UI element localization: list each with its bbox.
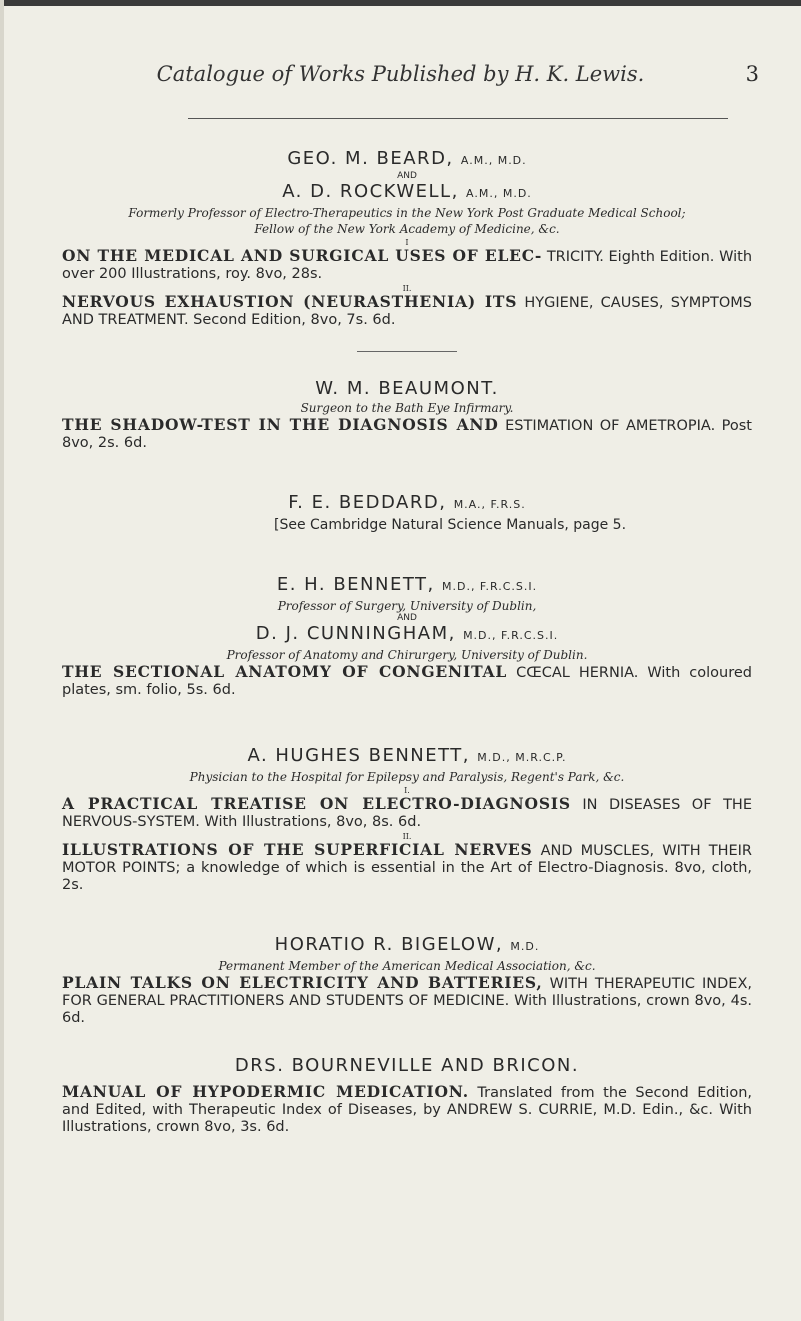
work-details: ESTIMATION OF AMETROPIA. Post 8vo, 2s. 6d.	[62, 418, 752, 451]
entry-beddard	[62, 492, 752, 534]
work-title: ON THE MEDICAL AND SURGICAL USES OF ELEC-	[62, 246, 543, 265]
work-title: A PRACTICAL TREATISE ON ELECTRO-DIAGNOSIS	[62, 794, 571, 813]
work-entry	[62, 663, 752, 699]
work-title: ILLUSTRATIONS OF THE SUPERFICIAL NERVES	[62, 840, 533, 859]
work-details: AND MUSCLES, WITH THEIR MOTOR POINTS; a knowledge of which is essential in the Art of Electro-Diagnosis. 8vo, cloth, 2s.	[62, 843, 752, 893]
work-details: WITH THERAPEUTIC INDEX, FOR GENERAL PRACTITIONERS AND STUDENTS OF MEDICINE. With Illustrations, crown 8vo, 4s. 6d.	[62, 976, 753, 1026]
page-left-edge	[0, 0, 4, 1321]
author-role: Formerly Professor of Electro-Therapeutics in the New York Post Graduate Medical School;	[128, 206, 686, 220]
author-degrees: A.M., M.D.	[460, 154, 527, 167]
header-rule	[188, 118, 728, 119]
work-numeral: I	[405, 238, 409, 247]
author-name: E. H. BENNETT, M.D., F.R.C.S.I.	[276, 574, 538, 595]
page-top-edge	[0, 0, 801, 6]
author-degrees: M.D., F.R.C.S.I.	[463, 629, 559, 642]
entry-bennett-cunningham	[62, 574, 752, 699]
work-numeral: II.	[402, 832, 412, 841]
entry-bourneville-bricon	[62, 1055, 752, 1136]
author-degrees: M.D., F.R.C.S.I.	[441, 580, 538, 593]
work-entry	[62, 795, 752, 831]
author-role: Professor of Anatomy and Chirurgery, University of Dublin.	[226, 648, 588, 662]
work-title: PLAIN TALKS ON ELECTRICITY AND BATTERIES,	[62, 973, 543, 992]
author-role: Physician to the Hospital for Epilepsy and Paralysis, Regent's Park, &c.	[189, 770, 625, 784]
work-title: MANUAL OF HYPODERMIC MEDICATION.	[62, 1082, 469, 1101]
author-degrees: M.A., F.R.S.	[453, 498, 526, 511]
author-name: F. E. BEDDARD, M.A., F.R.S.	[288, 492, 526, 513]
work-entry	[62, 247, 752, 283]
work-entry	[62, 293, 752, 329]
author-name: HORATIO R. BIGELOW, M.D.	[274, 934, 540, 955]
author-degrees: M.D.	[510, 940, 540, 953]
catalogue-content	[62, 128, 752, 1136]
work-details: CŒCAL HERNIA. With coloured plates, sm. folio, 5s. 6d.	[62, 665, 753, 698]
author-name: GEO. M. BEARD, A.M., M.D.	[287, 148, 527, 169]
cross-reference-note: [See Cambridge Natural Science Manuals, page 5.	[274, 517, 627, 533]
work-entry	[62, 974, 752, 1027]
author-name: A. HUGHES BENNETT, M.D., M.R.C.P.	[247, 745, 567, 766]
entry-bigelow	[62, 934, 752, 1027]
author-degrees: M.D., M.R.C.P.	[477, 751, 567, 764]
work-details: HYGIENE, CAUSES, SYMPTOMS AND TREATMENT. Second Edition, 8vo, 7s. 6d.	[62, 295, 752, 328]
entry-hughes-bennett	[62, 745, 752, 894]
work-numeral: II.	[402, 284, 412, 293]
work-title: NERVOUS EXHAUSTION (NEURASTHENIA) ITS	[62, 292, 518, 311]
work-entry	[62, 1083, 752, 1136]
work-details: TRICITY. Eighth Edition. With over 200 Illustrations, roy. 8vo, 28s.	[62, 249, 753, 282]
work-title: THE SECTIONAL ANATOMY OF CONGENITAL	[62, 662, 508, 681]
entry-beaumont	[62, 378, 752, 452]
author-name: D. J. CUNNINGHAM, M.D., F.R.C.S.I.	[255, 623, 559, 644]
work-details: Translated from the Second Edition, and Edited, with Therapeutic Index of Diseases, by ANDREW S. CURRIE, M.D. Edin., &c. With Illustrations, crown 8vo, 3s. 6d.	[62, 1085, 752, 1135]
author-name: W. M. BEAUMONT.	[315, 378, 499, 399]
work-numeral: I.	[404, 786, 410, 795]
work-entry	[62, 841, 752, 894]
author-role: Fellow of the New York Academy of Medicine, &c.	[254, 222, 560, 236]
work-entry	[62, 416, 752, 452]
author-role: Professor of Surgery, University of Dublin,	[277, 599, 537, 613]
and-connector: AND	[397, 613, 417, 623]
work-details: IN DISEASES OF THE NERVOUS-SYSTEM. With Illustrations, 8vo, 8s. 6d.	[62, 797, 752, 830]
running-title: Catalogue of Works Published by H. K. Lewis.	[156, 62, 645, 86]
author-degrees: A.M., M.D.	[466, 187, 532, 200]
page-number: 3	[745, 62, 759, 86]
entry-separator	[357, 351, 457, 352]
author-name: A. D. ROCKWELL, A.M., M.D.	[282, 181, 532, 202]
entry-beard-rockwell	[62, 148, 752, 329]
work-title: THE SHADOW-TEST IN THE DIAGNOSIS AND	[62, 415, 499, 434]
author-role: Surgeon to the Bath Eye Infirmary.	[300, 401, 514, 415]
author-name: DRS. BOURNEVILLE AND BRICON.	[234, 1055, 580, 1076]
author-role: Permanent Member of the American Medical Association, &c.	[218, 959, 596, 973]
and-connector: AND	[397, 171, 417, 181]
